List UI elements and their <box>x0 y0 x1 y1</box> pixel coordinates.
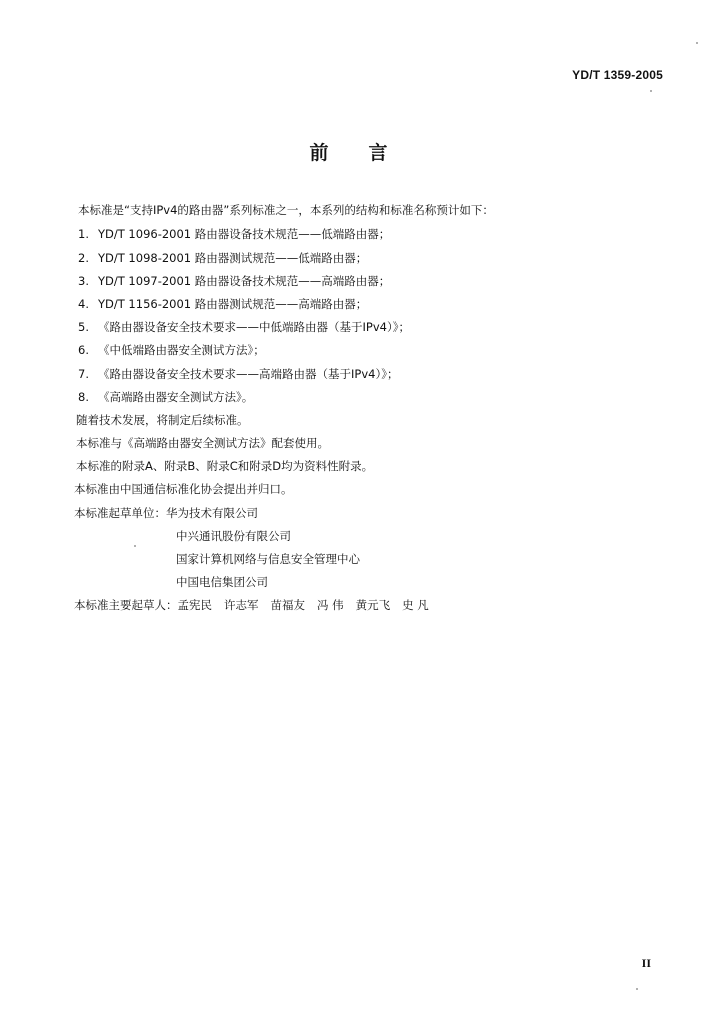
list-item <box>78 389 253 405</box>
list-item-text: YD/T 1098-2001 路由器测试规范——低端路由器； <box>98 251 368 265</box>
list-item-text: 《路由器设备安全技术要求——高端路由器（基于IPv4）》； <box>98 367 399 381</box>
list-item <box>78 226 390 242</box>
drafter-name: 黄元飞 <box>355 598 391 612</box>
list-item-number: 4. <box>78 297 89 311</box>
scan-speck <box>696 42 698 44</box>
list-item-number: 1. <box>78 227 89 241</box>
scan-speck <box>134 545 136 547</box>
drafting-unit: 中国电信集团公司 <box>176 575 268 589</box>
list-item-number: 2. <box>78 251 89 265</box>
list-item <box>78 342 265 358</box>
drafter-name: 许志军 <box>224 598 259 612</box>
list-item-number: 8. <box>78 390 89 404</box>
list-item-text: 《中低端路由器安全测试方法》； <box>98 343 265 357</box>
drafters-row <box>74 597 441 613</box>
scan-speck <box>636 988 638 990</box>
list-item-number: 7. <box>78 367 89 381</box>
drafter-name: 史 凡 <box>402 598 429 612</box>
paragraph: 本标准与《高端路由器安全测试方法》配套使用。 <box>76 436 329 450</box>
page-title: 前言 <box>309 142 428 164</box>
list-item-text: YD/T 1097-2001 路由器设备技术规范——高端路由器； <box>98 274 391 288</box>
list-item <box>78 273 390 289</box>
list-item-text: 《路由器设备安全技术要求——中低端路由器（基于IPv4）》； <box>98 320 410 334</box>
list-item-number: 6. <box>78 343 89 357</box>
paragraph: 本标准的附录A、附录B、附录C和附录D均为资料性附录。 <box>76 459 374 473</box>
drafter-name: 孟宪民 <box>177 598 212 612</box>
standard-code: YD/T 1359-2005 <box>572 68 663 82</box>
scan-speck <box>650 90 652 92</box>
drafters-label: 本标准主要起草人： <box>74 598 178 612</box>
list-item-text: 《高端路由器安全测试方法》。 <box>98 390 254 404</box>
paragraph: 随着技术发展，将制定后续标准。 <box>76 413 249 427</box>
paragraph: 本标准由中国通信标准化协会提出并归口。 <box>74 482 293 496</box>
drafting-unit: 华为技术有限公司 <box>166 506 258 520</box>
drafting-units-row <box>74 505 258 521</box>
drafter-name: 冯 伟 <box>317 598 344 612</box>
drafting-unit: 中兴通讯股份有限公司 <box>176 529 291 543</box>
page-number: II <box>641 956 651 970</box>
drafting-unit: 国家计算机网络与信息安全管理中心 <box>176 552 360 566</box>
drafter-name: 苗福友 <box>270 598 305 612</box>
list-item <box>78 319 410 335</box>
list-item <box>78 366 398 382</box>
drafting-units-label: 本标准起草单位： <box>74 506 166 520</box>
list-item-number: 5. <box>78 320 89 334</box>
list-item <box>78 250 367 266</box>
list-item-number: 3. <box>78 274 89 288</box>
list-item-text: YD/T 1156-2001 路由器测试规范——高端路由器； <box>98 297 368 311</box>
list-item-text: YD/T 1096-2001 路由器设备技术规范——低端路由器； <box>98 227 391 241</box>
intro-paragraph: 本标准是“支持IPv4的路由器”系列标准之一，本系列的结构和标准名称预计如下： <box>78 203 494 217</box>
list-item <box>78 296 367 312</box>
